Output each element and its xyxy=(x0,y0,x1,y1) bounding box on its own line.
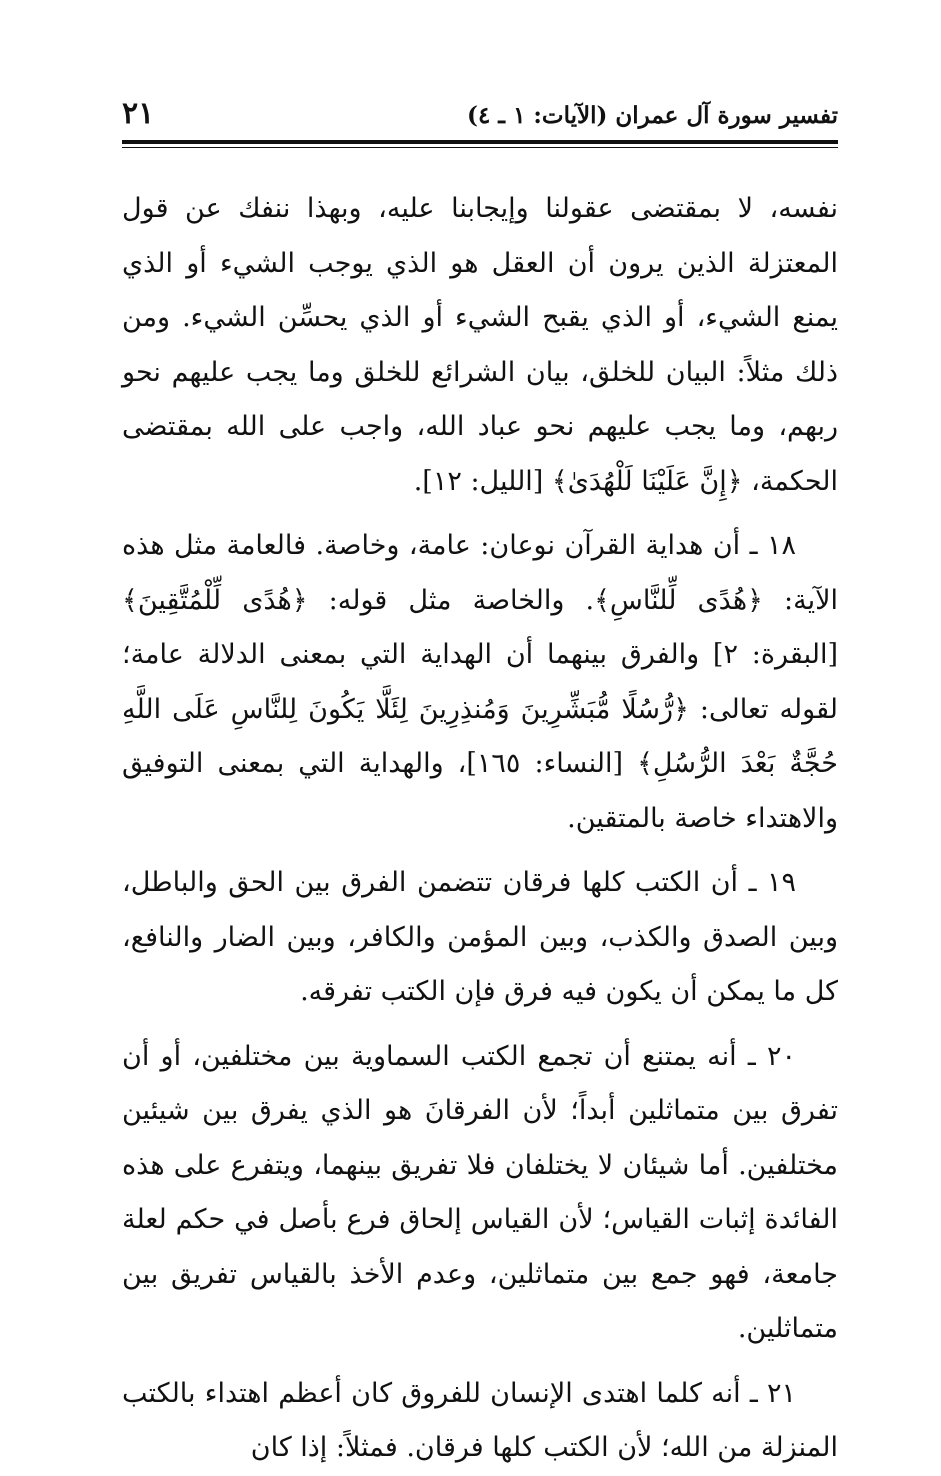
page-number: ٢١ xyxy=(122,96,155,131)
header-rule-thick xyxy=(122,140,838,144)
paragraph-point-20: ٢٠ ـ أنه يمتنع أن تجمع الكتب السماوية بين مختلفين، أو أن تفرق بين متماثلين أبداً؛ لأن الفرقانَ هو الذي يفرق بين شيئين مختلفين. أما شيئان لا يختلفان فلا تفريق بينهما، ويتفرع على هذه الفائدة إثبات القياس؛ لأن القياس إلحاق فرع بأصل في حكم لعلة جامعة، فهو جمع بين متماثلين، وعدم الأخذ بالقياس تفريق بين متماثلين. xyxy=(122,1040,838,1344)
paragraph-continuation: نفسه، لا بمقتضى عقولنا وإيجابنا عليه، وبهذا ننفك عن قول المعتزلة الذين يرون أن العقل هو الذي يوجب الشيء أو الذي يمنع الشيء، أو الذي يقبح الشيء أو الذي يحسِّن الشيء. ومن ذلك مثلاً: البيان للخلق، بيان الشرائع للخلق وما يجب عليهم نحو ربهم، وما يجب عليهم نحو عباد الله، واجب على الله بمقتضى الحكمة، ﴿إِنَّ عَلَيْنَا لَلْهُدَىٰ﴾ [الليل: ١٢]. xyxy=(122,193,838,497)
paragraph-point-21: ٢١ ـ أنه كلما اهتدى الإنسان للفروق كان أعظم اهتداء بالكتب المنزلة من الله؛ لأن الكتب كلها فرقان. فمثلاً: إذا كان xyxy=(122,1377,838,1463)
paragraph-point-18: ١٨ ـ أن هداية القرآن نوعان: عامة، وخاصة. فالعامة مثل هذه الآية: ﴿هُدًى لِّلنَّاسِ﴾. والخاصة مثل قوله: ﴿هُدًى لِّلْمُتَّقِينَ﴾ [البقرة: ٢] والفرق بينهما أن الهداية التي بمعنى الدلالة عامة؛ لقوله تعالى: ﴿رُّسُلًا مُّبَشِّرِينَ وَمُنذِرِينَ لِئَلَّا يَكُونَ لِلنَّاسِ عَلَى اللَّهِ حُجَّةٌ بَعْدَ الرُّسُلِ﴾ [النساء: ١٦٥]، والهداية التي بمعنى التوفيق والاهتداء خاصة بالمتقين. xyxy=(122,530,839,834)
book-page xyxy=(122,96,839,1463)
header-rule-thin xyxy=(122,147,838,148)
running-title: تفسير سورة آل عمران (الآيات: ١ ـ ٤) xyxy=(467,102,838,129)
body-text xyxy=(122,182,838,1476)
page-header xyxy=(122,96,838,144)
paragraph-point-19: ١٩ ـ أن الكتب كلها فرقان تتضمن الفرق بين الحق والباطل، وبين الصدق والكذب، وبين المؤمن والكافر، وبين الضار والنافع، كل ما يمكن أن يكون فيه فرق فإن الكتب تفرقه. xyxy=(122,867,838,1007)
